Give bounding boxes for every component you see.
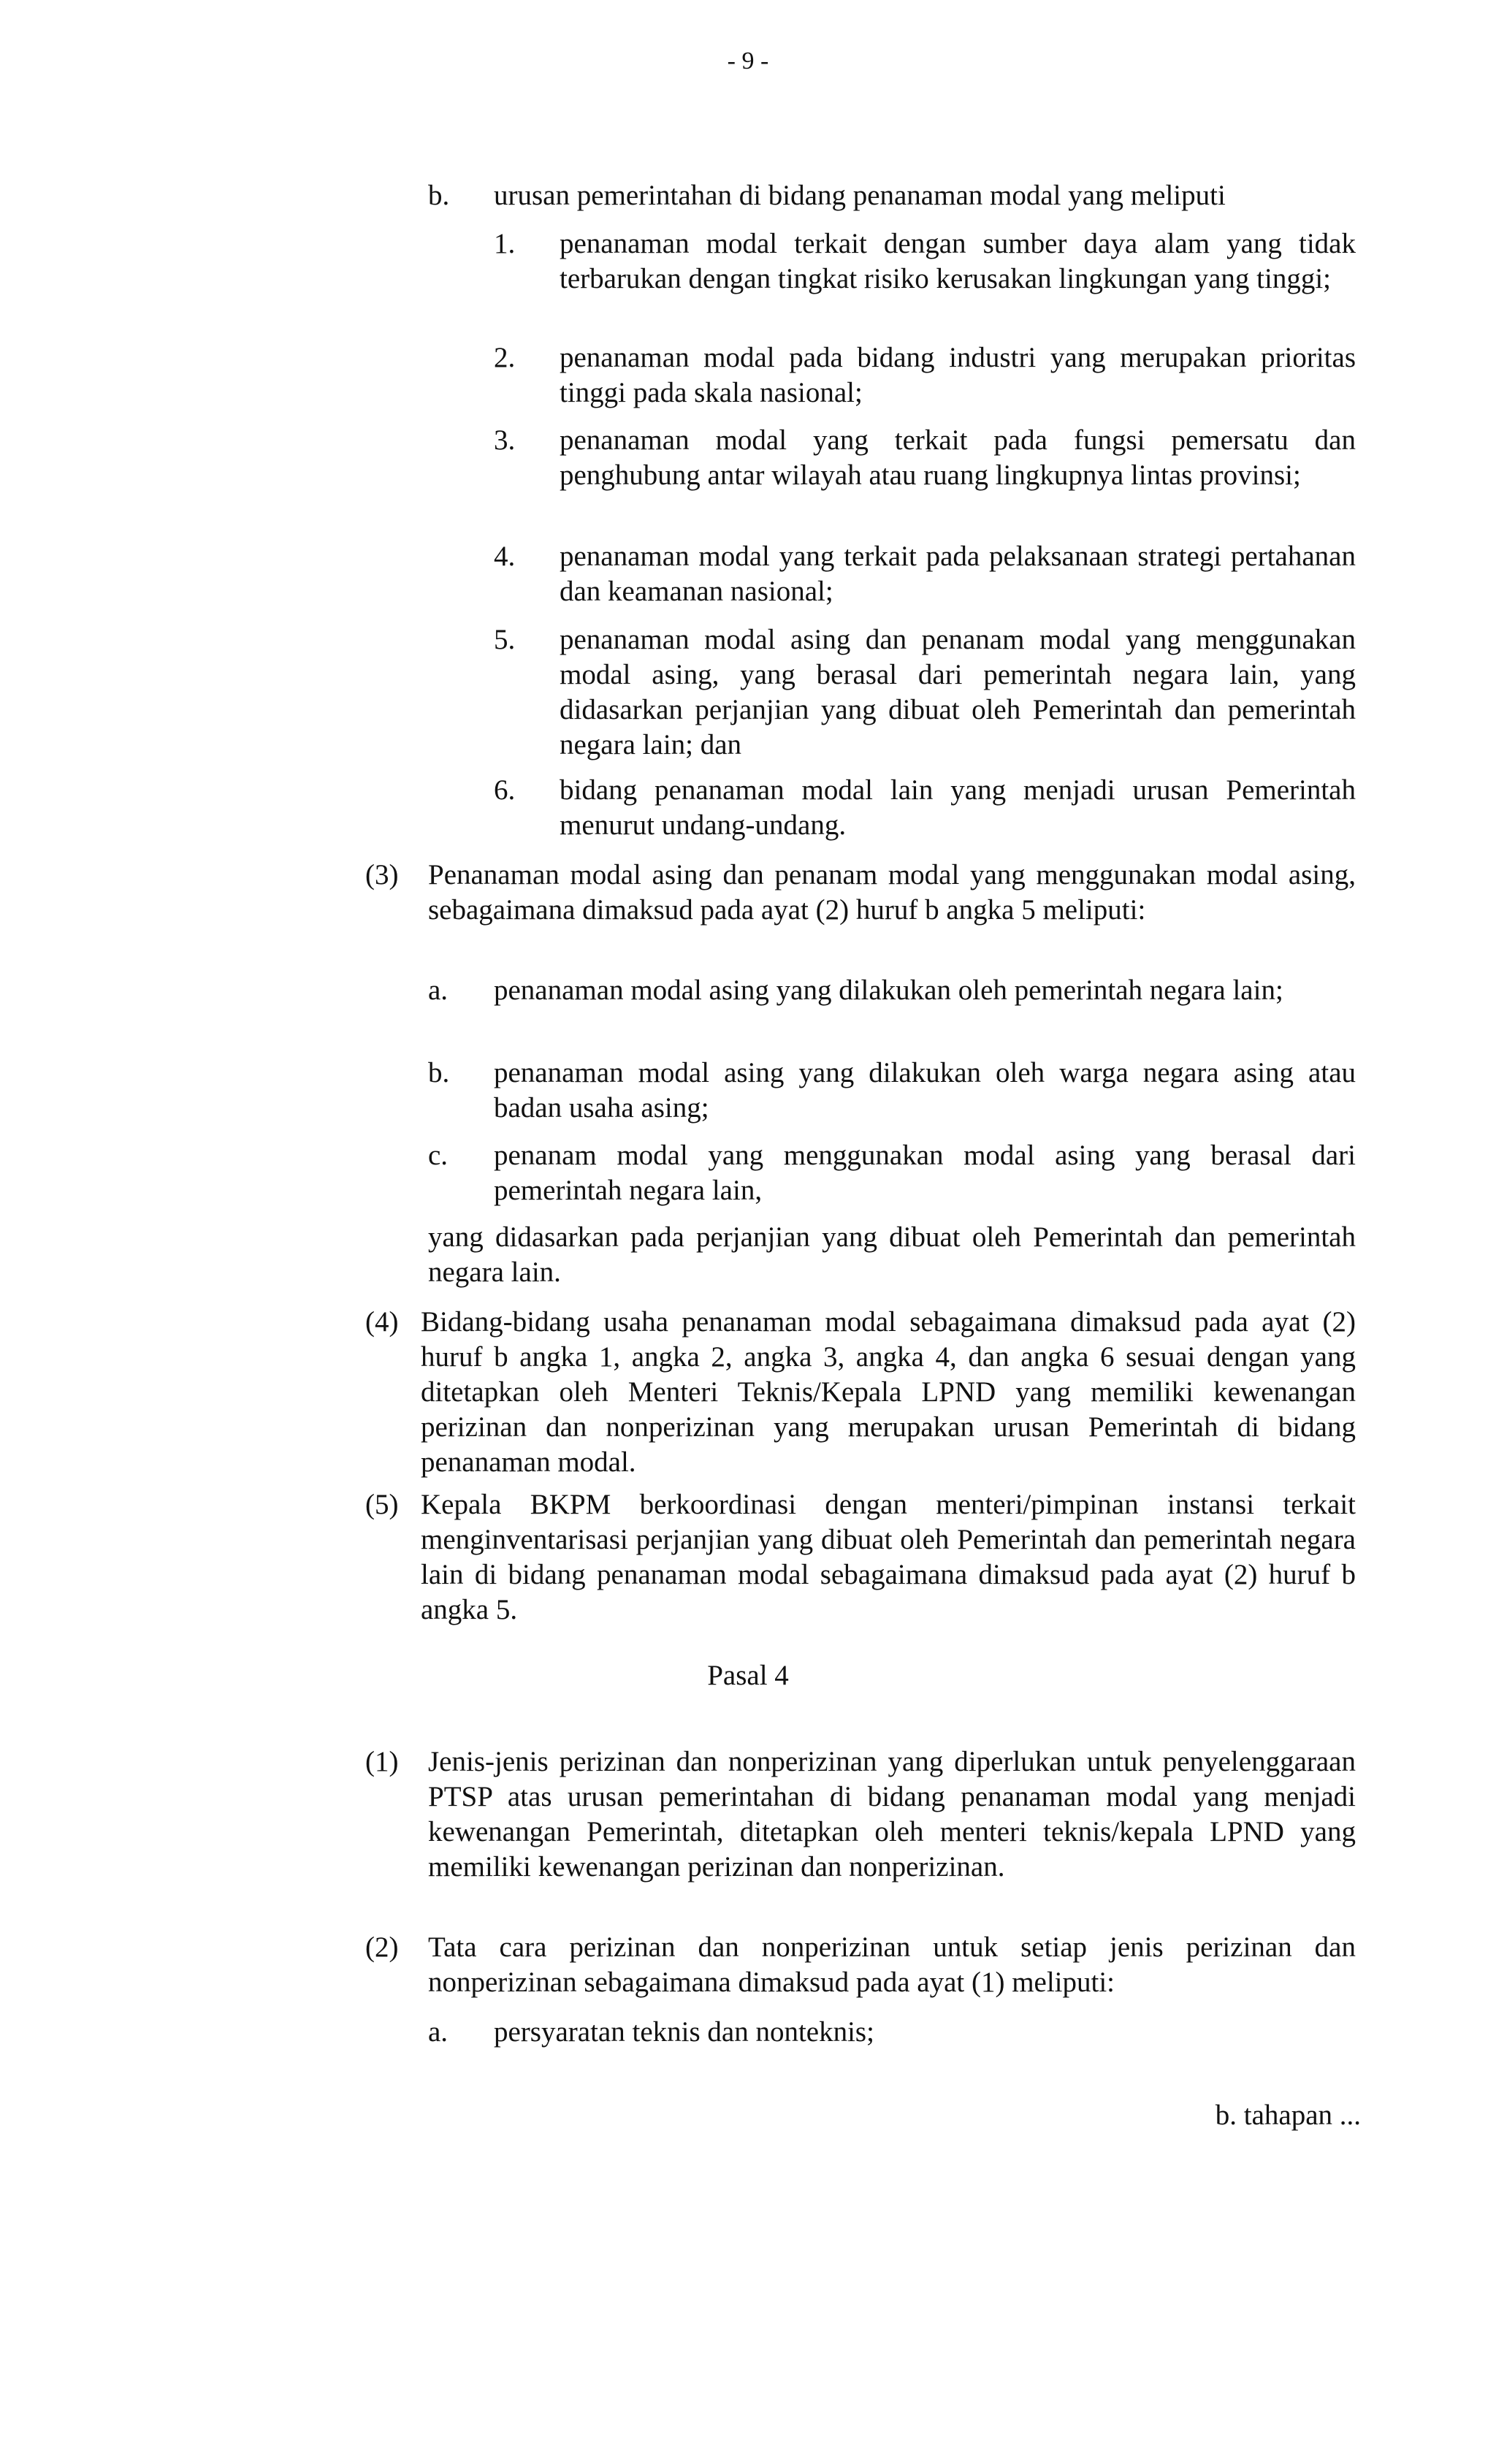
sub-text: bidang penanaman modal lain yang menjadi urusan Pemerintah menurut undang-undang. <box>560 774 1356 841</box>
sub-text: penanaman modal terkait dengan sumber daya alam yang tidak terbarukan dengan tingkat risiko kerusakan lingkungan yang tinggi; <box>560 228 1356 294</box>
ayat-text: Jenis-jenis perizinan dan nonperizinan yang diperlukan untuk penyelenggaraan PTSP atas urusan pemerintahan di bidang penanaman modal yang menjadi kewenangan Pemerintah, ditetapkan oleh menteri teknis/kepala LPND yang memiliki kewenangan perizinan dan nonperizinan. <box>428 1746 1356 1883</box>
sub-marker: 6. <box>494 774 516 806</box>
list-marker: b. <box>428 180 450 211</box>
list-text: penanaman modal asing yang dilakukan oleh pemerintah negara lain; <box>494 974 1283 1006</box>
list-text: urusan pemerintahan di bidang penanaman modal yang meliputi <box>494 180 1226 211</box>
ayat-text: Bidang-bidang usaha penanaman modal sebagaimana dimaksud pada ayat (2) huruf b angka 1, angka 2, angka 3, angka 4, dan angka 6 sesuai dengan yang ditetapkan oleh Menteri Teknis/Kepala LPND yang memiliki kewenangan perizinan dan nonperizinan yang merupakan urusan Pemerintah di bidang penanaman modal. <box>421 1306 1356 1478</box>
list-marker: c. <box>428 1140 449 1171</box>
sub-marker: 5. <box>494 624 516 655</box>
sub-text: penanaman modal pada bidang industri yang merupakan prioritas tinggi pada skala nasional; <box>560 342 1356 408</box>
list-text: persyaratan teknis dan nonteknis; <box>494 2016 874 2048</box>
continuation-note: b. tahapan ... <box>1215 2099 1361 2131</box>
ayat-marker: (4) <box>365 1306 399 1338</box>
ayat-marker: (2) <box>365 1931 399 1963</box>
sub-text: penanaman modal yang terkait pada pelaksanaan strategi pertahanan dan keamanan nasional; <box>560 541 1356 607</box>
closing-text: yang didasarkan pada perjanjian yang dibuat oleh Pemerintah dan pemerintah negara lain. <box>428 1221 1356 1288</box>
sub-marker: 2. <box>494 342 516 373</box>
list-marker: b. <box>428 1057 450 1088</box>
ayat-marker: (1) <box>365 1746 399 1777</box>
ayat-text: Kepala BKPM berkoordinasi dengan menteri/pimpinan instansi terkait menginventarisasi perjanjian yang dibuat oleh Pemerintah dan pemerintah negara lain di bidang penanaman modal sebagaimana dimaksud pada ayat (2) huruf b angka 5. <box>421 1489 1356 1625</box>
ayat-text: Tata cara perizinan dan nonperizinan untuk setiap jenis perizinan dan nonperizinan sebagaimana dimaksud pada ayat (1) meliputi: <box>428 1931 1356 1998</box>
ayat-marker: (5) <box>365 1489 399 1520</box>
ayat-text: Penanaman modal asing dan penanam modal yang menggunakan modal asing, sebagaimana dimaksud pada ayat (2) huruf b angka 5 meliputi: <box>428 859 1356 926</box>
ayat-marker: (3) <box>365 859 399 890</box>
page-number: - 9 - <box>727 47 769 75</box>
list-text: penanam modal yang menggunakan modal asing yang berasal dari pemerintah negara lain, <box>494 1140 1356 1206</box>
sub-marker: 4. <box>494 541 516 572</box>
list-marker: a. <box>428 2016 449 2048</box>
list-text: penanaman modal asing yang dilakukan oleh warga negara asing atau badan usaha asing; <box>494 1057 1356 1124</box>
sub-marker: 3. <box>494 424 516 456</box>
sub-text: penanaman modal asing dan penanam modal yang menggunakan modal asing, yang berasal dari pemerintah negara lain, yang didasarkan perjanjian yang dibuat oleh Pemerintah dan pemerintah negara lain; dan <box>560 624 1356 760</box>
article-title: Pasal 4 <box>707 1660 789 1691</box>
sub-marker: 1. <box>494 228 516 259</box>
sub-text: penanaman modal yang terkait pada fungsi pemersatu dan penghubung antar wilayah atau ruang lingkupnya lintas provinsi; <box>560 424 1356 491</box>
list-marker: a. <box>428 974 449 1006</box>
